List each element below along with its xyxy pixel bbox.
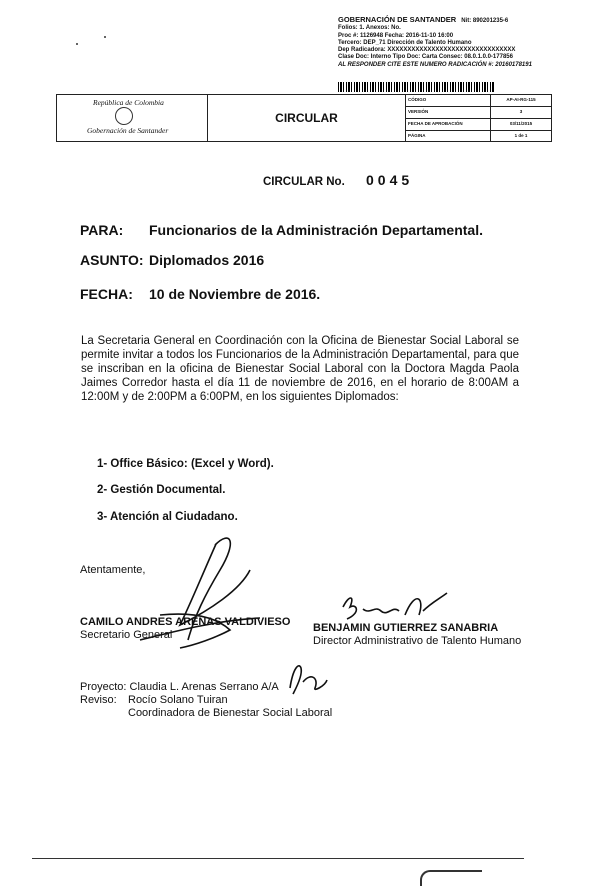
- government-text: Gobernación de Santander: [87, 126, 169, 135]
- body-paragraph: La Secretaria General en Coordinación con la Oficina de Bienestar Social Laboral se permite invitar a todos los Funcionarios de la Administración Departamental, para que se inscriban en la oficina de Bienestar Social Laboral con la Doctora Magda Paola Jaimes Corredor hasta el día 11 de noviembre de 2016, en el horario de 8:00AM a 12:00M y de 2:00PM a 6:00PM, en los siguientes Diplomados:: [81, 335, 519, 403]
- signer1-title: Secretario General: [80, 629, 173, 641]
- field-value: 1 de 1: [514, 133, 528, 138]
- para-label: PARA:: [80, 222, 124, 238]
- stamp-line: Dep Radicadora: XXXXXXXXXXXXXXXXXXXXXXXXXXXXXXXX: [338, 47, 516, 54]
- initials-signature: [285, 658, 330, 698]
- scan-mark: [76, 43, 78, 45]
- stamp-line: Proc #: 1126948 Fecha: 2016-11-10 16:00: [338, 32, 454, 39]
- circular-number: 0045: [366, 172, 414, 188]
- field-row: [406, 131, 551, 142]
- logo-cell: [57, 95, 208, 141]
- field-row: [406, 119, 551, 131]
- scan-mark: [104, 36, 106, 38]
- list-item: 3- Atención al Ciudadano.: [97, 511, 238, 523]
- reviso-label: Reviso:: [80, 694, 117, 706]
- field-value: 03/11/2015: [509, 121, 533, 126]
- reviso-title: Coordinadora de Bienestar Social Laboral: [128, 707, 333, 719]
- para-value: Funcionarios de la Administración Departamental.: [149, 222, 483, 238]
- stamp-entity: GOBERNACIÓN DE SANTANDER: [338, 15, 457, 24]
- barcode: [338, 82, 494, 92]
- list-item: 1- Office Básico: (Excel y Word).: [97, 458, 274, 470]
- field-row: [406, 107, 551, 119]
- closing: Atentamente,: [80, 564, 146, 576]
- asunto-value: Diplomados 2016: [149, 252, 265, 268]
- field-label: PÁGINA: [406, 131, 491, 142]
- field-row: [406, 95, 551, 107]
- field-value: 3: [519, 109, 523, 114]
- filing-stamp: [338, 16, 532, 69]
- stamp-line: Folios: 1. Anexos: No.: [338, 25, 401, 32]
- fecha-label: FECHA:: [80, 286, 133, 302]
- stamp-line: Clase Doc: Interno Tipo Doc: Carta Consec: 08.0.1.0.0-177856: [338, 54, 513, 61]
- reviso-name: Rocío Solano Tuiran: [128, 694, 228, 706]
- circular-label: CIRCULAR No.: [263, 176, 345, 188]
- republic-text: República de Colombia: [93, 98, 164, 107]
- control-fields: [406, 95, 551, 141]
- field-value: AP-AI-RG-115: [506, 97, 536, 102]
- fecha-value: 10 de Noviembre de 2016.: [149, 286, 321, 302]
- coat-of-arms-icon: [115, 107, 133, 125]
- doc-type: CIRCULAR: [208, 95, 406, 141]
- document-header: [56, 94, 552, 142]
- signer1-name: CAMILO ANDRES ARENAS VALDIVIESO: [80, 616, 291, 628]
- footer-divider: [32, 858, 524, 859]
- stamp-line: AL RESPONDER CITE ESTE NUMERO RADICACIÓN #: 20160178191: [338, 61, 532, 68]
- field-label: FECHA DE APROBACIÓN: [406, 119, 491, 130]
- stamp-line: Tercero: DEP_71 Dirección de Talento Humano: [338, 39, 472, 46]
- signer2-name: BENJAMIN GUTIERREZ SANABRIA: [313, 622, 499, 634]
- field-label: CÓDIGO: [406, 95, 491, 106]
- list-item: 2- Gestión Documental.: [97, 484, 226, 496]
- field-label: VERSIÓN: [406, 107, 491, 118]
- asunto-label: ASUNTO:: [80, 252, 144, 268]
- signer2-title: Director Administrativo de Talento Humano: [313, 635, 522, 647]
- stamp-nit: Nit: 890201235-6: [461, 18, 509, 24]
- proyecto: Proyecto: Claudia L. Arenas Serrano A/A: [80, 681, 279, 693]
